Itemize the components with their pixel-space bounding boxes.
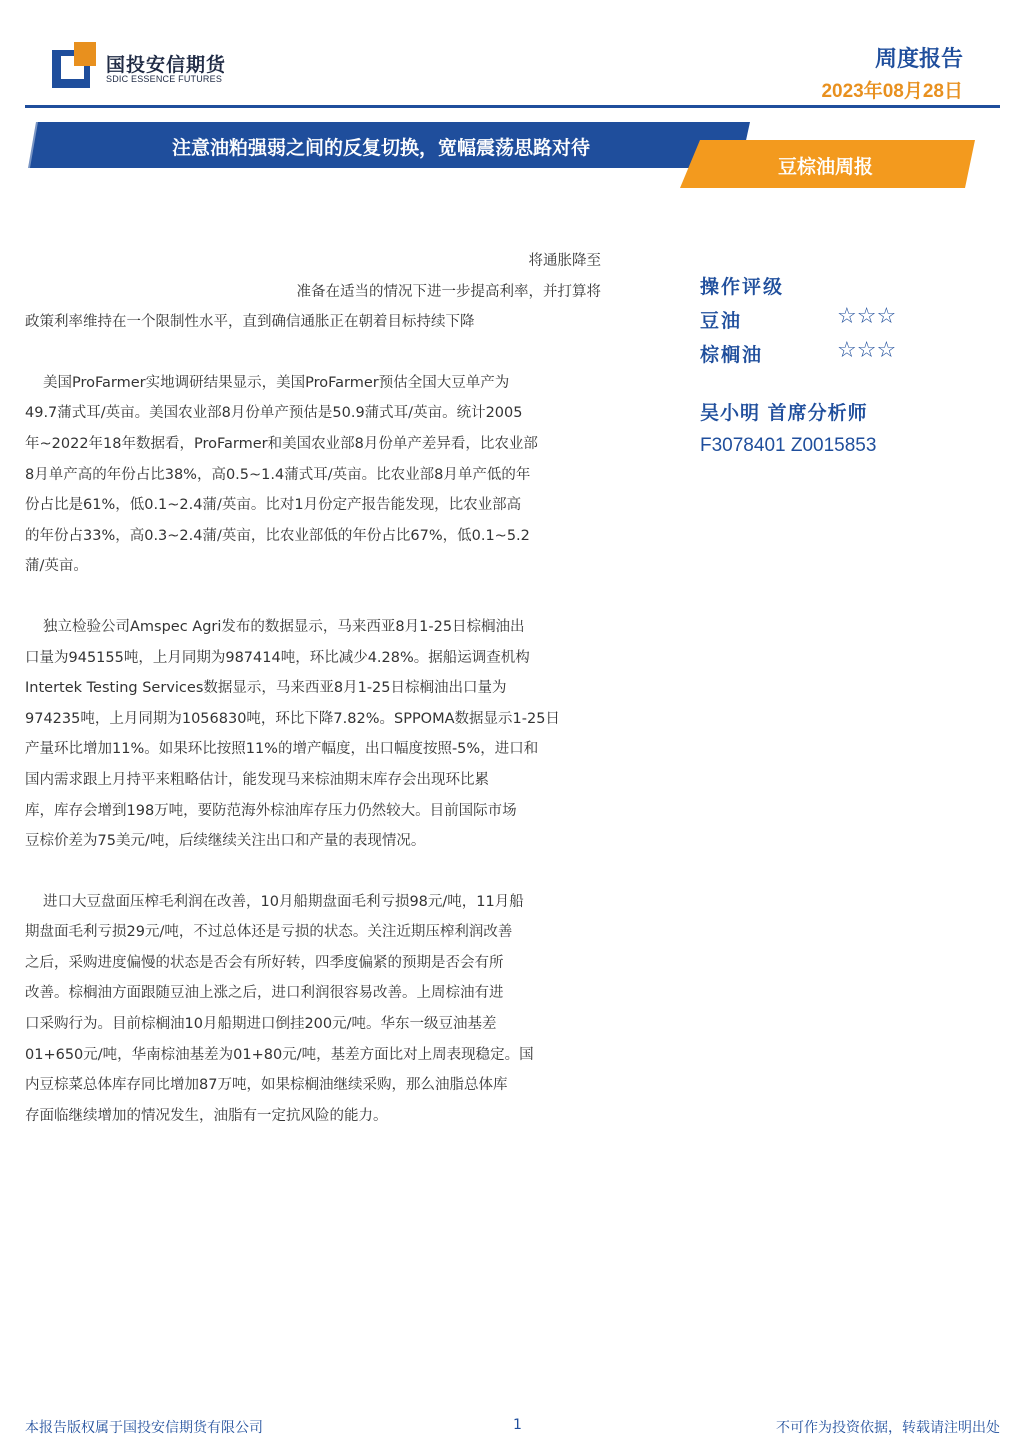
logo-text-cn: 国投安信期货 (106, 54, 227, 76)
paragraph-us-soybean-yield (25, 368, 613, 582)
text-line: 将通胀降至 (528, 253, 601, 269)
header-divider (25, 105, 1000, 108)
rating-label: 豆油 (700, 310, 743, 332)
text-line: 期盘面毛利亏损29元/吨，不过总体还是亏损的状态。关注近期压榨利润改善 (25, 924, 513, 941)
rating-label: 棕榈油 (700, 344, 764, 366)
text-line: 库，库存会增到198万吨，要防范海外棕油库存压力仍然较大。目前国际市场 (25, 802, 517, 819)
sidebar (700, 272, 1000, 457)
text-line: 内豆棕菜总体库存同比增加87万吨，如果棕榈油继续采购，那么油脂总体库 (25, 1077, 508, 1094)
text-line: Intertek Testing Services数据显示，马来西亚8月1-25日棕榈油出口量为 (25, 680, 507, 697)
logo-mark-icon (52, 42, 98, 88)
text-line: 豆棕价差为75美元/吨，后续继续关注出口和产量的表现情况。 (25, 833, 426, 850)
text-line: 974235吨，上月同期为1056830吨，环比下降7.82%。SPPOMA数据显示1-25日 (25, 710, 560, 727)
report-date: 2023年08月28日 (821, 81, 963, 102)
paragraph-fed-policy (25, 246, 613, 338)
rating-row-soybean-oil (700, 306, 1000, 340)
text-line: 49.7蒲式耳/英亩。美国农业部8月份单产预估是50.9蒲式耳/英亩。统计2005 (25, 405, 523, 422)
main-content (25, 246, 613, 1131)
text-line: 的年份占33%，高0.3~2.4蒲/英亩，比农业部低的年份占比67%，低0.1~5.2 (25, 527, 530, 544)
disclaimer: 不可作为投资依据，转载请注明出处 (776, 1420, 1000, 1436)
text-line: 之后，采购进度偏慢的状态是否会有所好转，四季度偏紧的预期是否会有所 (25, 954, 504, 971)
rating-heading: 操作评级 (700, 276, 785, 298)
text-line: 准备在适当的情况下进一步提高利率，并打算将 (296, 283, 601, 300)
star-rating-icon: ☆☆☆ (837, 338, 897, 363)
report-category-tag: 豆棕油周报 (778, 156, 874, 178)
paragraph-palm-oil-exports (25, 612, 613, 857)
text-line: 美国ProFarmer实地调研结果显示，美国ProFarmer预估全国大豆单产为 (43, 374, 510, 391)
text-line: 政策利率维持在一个限制性水平，直到确信通胀正在朝着目标持续下降 (25, 314, 475, 331)
copyright-notice: 本报告版权属于国投安信期货有限公司 (25, 1420, 263, 1436)
company-logo (52, 40, 252, 90)
text-line: 01+650元/吨，华南棕油基差为01+80元/吨，基差方面比对上周表现稳定。国 (25, 1046, 534, 1063)
analyst-certification: F3078401 Z0015853 (700, 435, 877, 456)
report-type: 周度报告 (874, 47, 963, 72)
text-line: 国内需求跟上月持平来粗略估计，能发现马来棕油期末库存会出现环比累 (25, 771, 489, 788)
report-title: 注意油粕强弱之间的反复切换，宽幅震荡思路对待 (172, 137, 591, 159)
paragraph-crush-margin (25, 887, 613, 1132)
text-line: 份占比是61%，低0.1~2.4蒲/英亩。比对1月份定产报告能发现，比农业部高 (25, 497, 522, 514)
text-line: 改善。棕榈油方面跟随豆油上涨之后，进口利润很容易改善。上周棕油有进 (25, 985, 504, 1002)
text-line: 独立检验公司Amspec Agri发布的数据显示，马来西亚8月1-25日棕榈油出 (43, 618, 525, 635)
text-line: 年~2022年18年数据看，ProFarmer和美国农业部8月份单产差异看，比农业部 (25, 435, 538, 452)
logo-text-en: SDIC ESSENCE FUTURES (106, 74, 223, 84)
text-line: 产量环比增加11%。如果环比按照11%的增产幅度，出口幅度按照-5%，进口和 (25, 741, 539, 758)
text-line: 存面临继续增加的情况发生，油脂有一定抗风险的能力。 (25, 1107, 388, 1124)
text-line: 蒲/英亩。 (25, 558, 88, 575)
page-footer (25, 1417, 1000, 1439)
page-number: 1 (513, 1417, 522, 1433)
star-rating-icon: ☆☆☆ (837, 304, 897, 329)
analyst-name: 吴小明 首席分析师 (700, 402, 868, 424)
text-line: 8月单产高的年份占比38%，高0.5~1.4蒲式耳/英亩。比农业部8月单产低的年 (25, 466, 531, 483)
text-line: 口量为945155吨，上月同期为987414吨，环比减少4.28%。据船运调查机构 (25, 649, 530, 666)
rating-row-palm-oil (700, 340, 1000, 374)
text-line: 进口大豆盘面压榨毛利润在改善，10月船期盘面毛利亏损98元/吨，11月船 (43, 893, 524, 910)
text-line: 口采购行为。目前棕榈油10月船期进口倒挂200元/吨。华东一级豆油基差 (25, 1016, 497, 1033)
